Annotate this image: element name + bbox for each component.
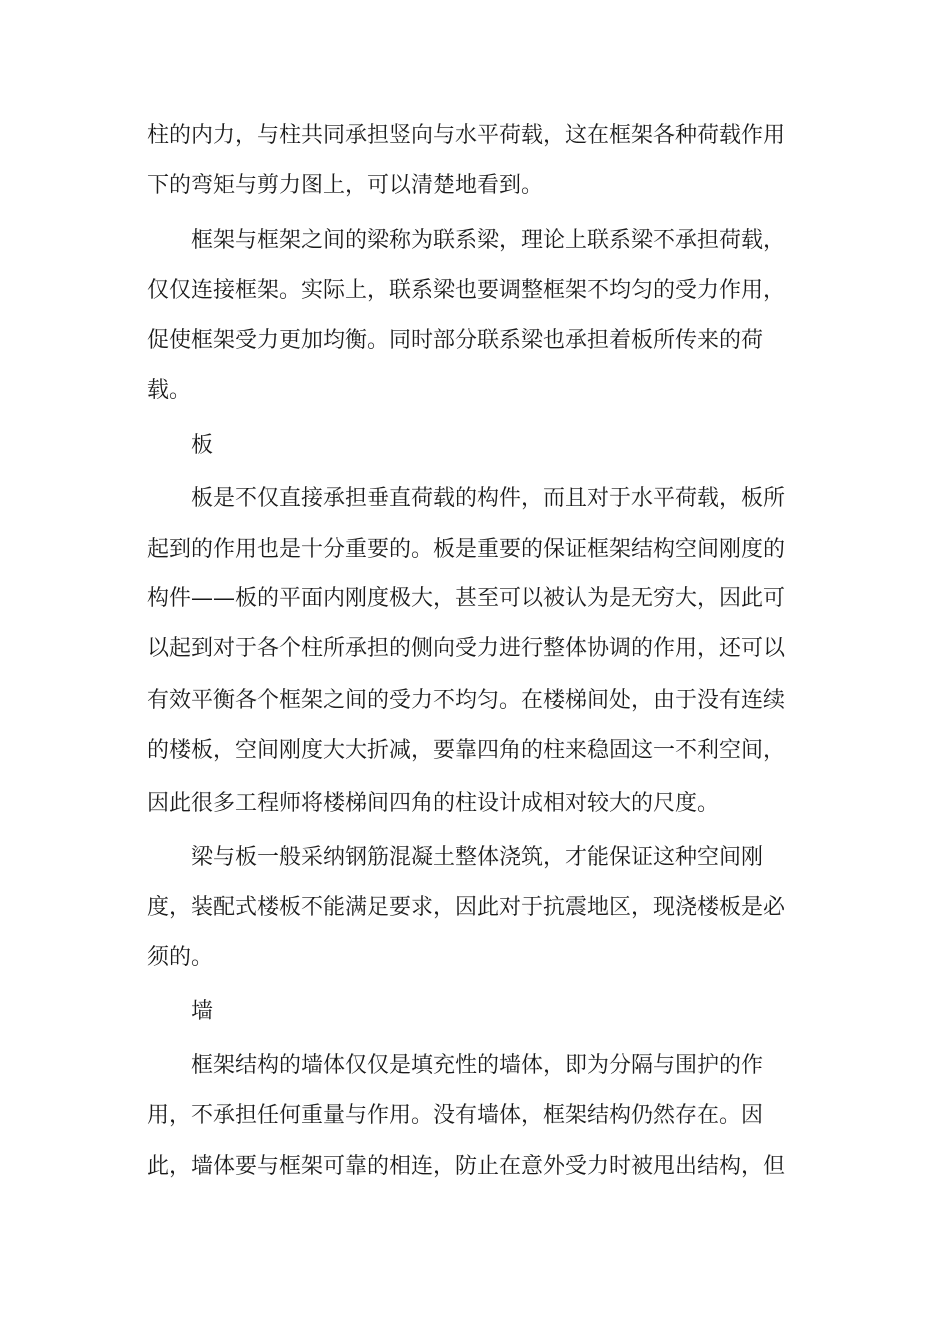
text-line: 度，装配式楼板不能满足要求，因此对于抗震地区，现浇楼板是必 xyxy=(147,895,786,920)
text-line: 柱的内力，与柱共同承担竖向与水平荷载，这在框架各种荷载作用 xyxy=(147,123,786,148)
text-line: 须的。 xyxy=(147,945,214,970)
text-line: 起到的作用也是十分重要的。板是重要的保证框架结构空间刚度的 xyxy=(147,537,786,562)
text-line: 因此很多工程师将楼梯间四角的柱设计成相对较大的尺度。 xyxy=(147,791,720,816)
paragraph-first-line: 板是不仅直接承担垂直荷载的构件，而且对于水平荷载，板所 xyxy=(191,486,786,511)
text-line: 载。 xyxy=(147,378,192,403)
text-line: 下的弯矩与剪力图上，可以清楚地看到。 xyxy=(147,173,544,198)
text-line: 构件——板的平面内刚度极大，甚至可以被认为是无穷大，因此可 xyxy=(147,586,786,611)
text-line: 的楼板，空间刚度大大折减，要靠四角的柱来稳固这一不利空间， xyxy=(147,738,786,763)
text-line: 以起到对于各个柱所承担的侧向受力进行整体协调的作用，还可以 xyxy=(147,636,786,661)
section-heading: 墙 xyxy=(191,999,214,1024)
paragraph-first-line: 框架与框架之间的梁称为联系梁，理论上联系梁不承担荷载， xyxy=(191,228,786,253)
paragraph-first-line: 梁与板一般采纳钢筋混凝土整体浇筑，才能保证这种空间刚 xyxy=(191,845,764,870)
text-line: 用，不承担任何重量与作用。没有墙体，框架结构仍然存在。因 xyxy=(147,1103,764,1128)
text-line: 促使框架受力更加均衡。同时部分联系梁也承担着板所传来的荷 xyxy=(147,328,764,353)
text-line: 仅仅连接框架。实际上，联系梁也要调整框架不均匀的受力作用， xyxy=(147,278,786,303)
paragraph-first-line: 框架结构的墙体仅仅是填充性的墙体，即为分隔与围护的作 xyxy=(191,1053,764,1078)
text-line: 有效平衡各个框架之间的受力不均匀。在楼梯间处，由于没有连续 xyxy=(147,688,786,713)
text-line: 此，墙体要与框架可靠的相连，防止在意外受力时被甩出结构，但 xyxy=(147,1154,786,1179)
section-heading: 板 xyxy=(191,433,214,458)
